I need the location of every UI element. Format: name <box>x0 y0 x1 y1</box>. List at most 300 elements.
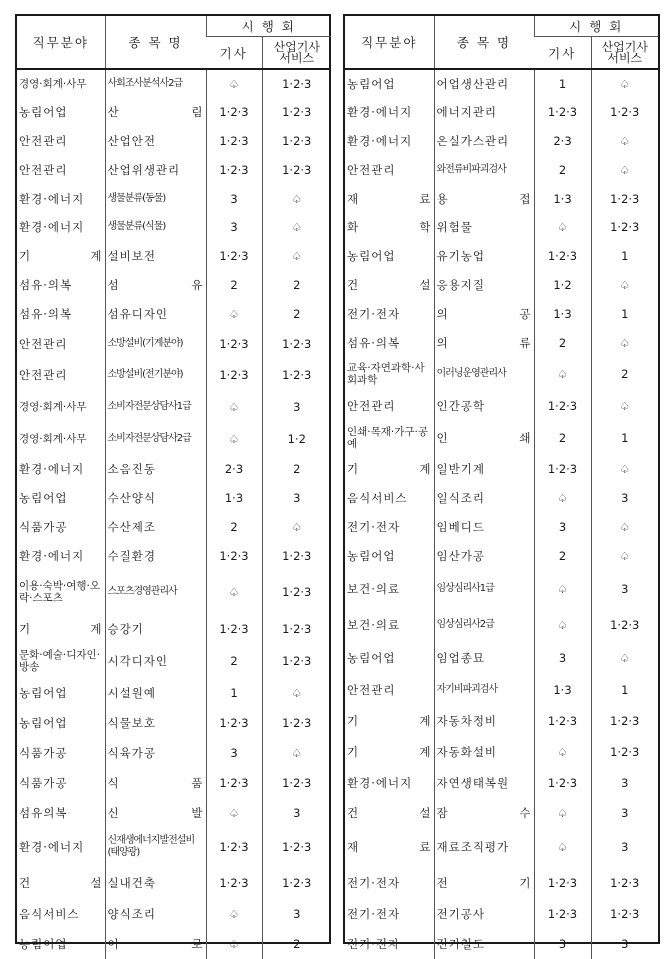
table-row <box>345 767 658 798</box>
field-cell: 안전관리 <box>19 133 68 148</box>
industrial-round-cell: ♤ <box>262 184 331 213</box>
item-name-cell: 소비자전문상담사1급 <box>105 390 206 423</box>
industrial-round-cell: 3 <box>591 767 658 798</box>
field-cell: 경영·회계·사무 <box>19 400 87 413</box>
industrial-round-cell: ♤ <box>591 270 658 299</box>
table-gap <box>331 14 343 944</box>
engineer-round-cell: ♤ <box>534 213 591 241</box>
engineer-round-cell: 1 <box>206 678 262 708</box>
engineer-round-cell: 2 <box>534 328 591 357</box>
field-cell: 인쇄·목재·가구·공예 <box>347 425 429 450</box>
industrial-round-cell: 1·2·3 <box>262 155 331 184</box>
table-row <box>345 512 658 541</box>
industrial-round-cell: 1·2·3 <box>591 184 658 213</box>
industrial-round-cell: 2 <box>262 929 331 959</box>
engineer-round-cell: 1·2·3 <box>206 241 262 270</box>
field-cell: 전기·전자 <box>347 306 401 321</box>
field-cell: 농림어업 <box>347 548 396 563</box>
item-name-cell: 에너지관리 <box>434 98 534 126</box>
table-row <box>345 899 658 929</box>
table-row <box>17 708 331 738</box>
item-name-cell: 설비보전 <box>105 241 206 270</box>
industrial-round-cell: 3 <box>262 483 331 512</box>
item-name-cell: 전기공사 <box>434 899 534 929</box>
engineer-round-cell: 1·2·3 <box>534 241 591 270</box>
industrial-round-cell: 1 <box>591 421 658 454</box>
item-name-cell: 전 기 <box>434 866 534 899</box>
engineer-round-cell: ♤ <box>206 798 262 828</box>
table-body-left <box>17 69 331 959</box>
industrial-round-cell: ♤ <box>591 642 658 674</box>
item-name-cell: 유기농업 <box>434 241 534 270</box>
field-cell: 기 계 <box>19 248 103 263</box>
engineer-round-cell: 3 <box>206 184 262 213</box>
table-row <box>17 213 331 241</box>
industrial-round-cell: ♤ <box>591 512 658 541</box>
item-name-cell: 자연생태복원 <box>434 767 534 798</box>
item-name-cell: 식 품 <box>105 768 206 798</box>
industrial-round-cell: 3 <box>591 483 658 512</box>
table-row <box>345 69 658 98</box>
item-name-cell: 수산제조 <box>105 512 206 541</box>
field-cell: 농림어업 <box>19 105 68 119</box>
industrial-round-cell: ♤ <box>262 241 331 270</box>
field-cell: 안전관리 <box>19 367 68 382</box>
table-row <box>345 421 658 454</box>
industrial-round-cell: 3 <box>262 899 331 929</box>
field-cell: 환경·에너지 <box>19 191 85 206</box>
item-name-cell: 어업생산관리 <box>434 69 534 98</box>
field-cell: 문화·예술·디자인·방송 <box>19 649 101 673</box>
engineer-round-cell: ♤ <box>534 798 591 828</box>
table-row <box>17 483 331 512</box>
field-cell: 안전관리 <box>347 162 396 177</box>
table-row <box>17 390 331 423</box>
header-field: 직무분야 <box>17 16 105 69</box>
field-cell: 섬유·의복 <box>19 277 73 292</box>
item-name-cell: 온실가스관리 <box>434 126 534 155</box>
table-row <box>345 866 658 899</box>
industrial-round-cell: 1 <box>591 674 658 705</box>
header-engineer: 기사 <box>534 37 591 70</box>
engineer-round-cell: 3 <box>534 512 591 541</box>
table-row <box>345 155 658 184</box>
engineer-round-cell: 1·2·3 <box>206 359 262 390</box>
table-row <box>17 614 331 644</box>
engineer-round-cell: ♤ <box>534 357 591 390</box>
industrial-round-cell: 1·2·3 <box>262 541 331 570</box>
item-name-cell: 자기비파괴검사 <box>434 674 534 705</box>
table-row <box>345 241 658 270</box>
field-cell: 농림어업 <box>347 651 396 665</box>
table-row <box>17 678 331 708</box>
industrial-round-cell: 1·2·3 <box>262 570 331 614</box>
exam-schedule-table-right <box>343 14 660 951</box>
engineer-round-cell: ♤ <box>206 570 262 614</box>
item-name-cell: 잠 수 <box>434 798 534 828</box>
field-cell: 이용·숙박·여행·오락·스포츠 <box>19 580 101 604</box>
item-name-cell: 일식조리 <box>434 483 534 512</box>
item-name-cell: 승강기 <box>105 614 206 644</box>
field-cell: 환경·에너지 <box>19 220 85 234</box>
industrial-round-cell: 1·2·3 <box>591 98 658 126</box>
engineer-round-cell: 1·3 <box>206 483 262 512</box>
item-name-cell: 인간공학 <box>434 390 534 421</box>
engineer-round-cell: 1·2·3 <box>534 390 591 421</box>
item-name-cell: 임베디드 <box>434 512 534 541</box>
table-body-right <box>345 69 658 959</box>
table-row <box>17 184 331 213</box>
field-cell: 전기·전자 <box>347 519 401 534</box>
field-cell: 안전관리 <box>347 682 396 697</box>
table-row <box>345 828 658 866</box>
field-cell: 환경·에너지 <box>19 548 85 563</box>
field-cell: 기 계 <box>347 713 432 728</box>
table-row <box>17 828 331 866</box>
engineer-round-cell: 1·2·3 <box>206 328 262 359</box>
field-cell: 보건·의료 <box>347 618 401 632</box>
engineer-round-cell: 1·3 <box>534 184 591 213</box>
industrial-round-cell: ♤ <box>591 390 658 421</box>
field-cell: 재 료 <box>347 840 432 854</box>
industrial-round-cell: 1·2·3 <box>262 359 331 390</box>
table-row <box>17 241 331 270</box>
item-name-cell: 어 로 <box>105 929 206 959</box>
engineer-round-cell: 1·2·3 <box>206 155 262 184</box>
industrial-round-cell: 1·2·3 <box>591 736 658 767</box>
engineer-round-cell: 1·2·3 <box>534 767 591 798</box>
engineer-round-cell: 1·2·3 <box>206 126 262 155</box>
item-name-cell: 산 림 <box>105 98 206 126</box>
table-row <box>345 390 658 421</box>
item-name-cell: 식육가공 <box>105 738 206 768</box>
header-item: 종 목 명 <box>434 16 534 69</box>
item-name-cell: 인 쇄 <box>434 421 534 454</box>
industrial-round-cell: 2 <box>262 270 331 299</box>
table-row <box>345 328 658 357</box>
table-row <box>345 929 658 959</box>
table-row <box>17 929 331 959</box>
item-name-cell: 임업종묘 <box>434 642 534 674</box>
header-exam-round: 시 행 회 <box>534 16 658 37</box>
field-cell: 식품가공 <box>19 519 68 534</box>
industrial-round-cell: 1·2·3 <box>591 213 658 241</box>
engineer-round-cell: ♤ <box>206 929 262 959</box>
industrial-round-cell: 2 <box>262 455 331 483</box>
table-row <box>17 738 331 768</box>
field-cell: 화 학 <box>347 220 432 234</box>
industrial-round-cell: ♤ <box>262 512 331 541</box>
item-name-cell: 자동차정비 <box>434 705 534 736</box>
engineer-round-cell: 1·2·3 <box>206 98 262 126</box>
field-cell: 섬유의복 <box>19 806 68 820</box>
engineer-round-cell: 2 <box>534 155 591 184</box>
industrial-round-cell: ♤ <box>591 454 658 483</box>
field-cell: 음식서비스 <box>19 907 80 921</box>
header-field: 직무분야 <box>345 16 434 69</box>
field-cell: 농림어업 <box>347 77 396 91</box>
field-cell: 환경·에너지 <box>347 775 413 790</box>
item-name-cell: 실내건축 <box>105 866 206 899</box>
industrial-round-cell: 1·2·3 <box>262 98 331 126</box>
item-name-cell: 스포츠경영관리사 <box>105 570 206 614</box>
field-cell: 농림어업 <box>19 937 68 951</box>
field-cell: 농림어업 <box>19 490 68 505</box>
header-item: 종 목 명 <box>105 16 206 69</box>
item-name-cell: 임산가공 <box>434 541 534 570</box>
item-name-cell: 신재생에너지발전설비(태양광) <box>105 828 206 866</box>
item-name-cell: 산업위생관리 <box>105 155 206 184</box>
item-name-cell: 응용지질 <box>434 270 534 299</box>
field-cell: 농림어업 <box>347 248 396 263</box>
item-name-cell: 자동화설비 <box>434 736 534 767</box>
field-cell: 환경·에너지 <box>19 462 85 476</box>
table-row <box>345 184 658 213</box>
engineer-round-cell: 1·2·3 <box>206 541 262 570</box>
engineer-round-cell: 1·3 <box>534 674 591 705</box>
item-name-cell: 소음진동 <box>105 455 206 483</box>
field-cell: 전기·전자 <box>347 907 401 921</box>
field-cell: 안전관리 <box>19 336 68 351</box>
item-name-cell: 섬 유 <box>105 270 206 299</box>
engineer-round-cell: 2 <box>206 512 262 541</box>
industrial-round-cell: 1·2·3 <box>262 69 331 98</box>
industrial-round-cell: 1·2·3 <box>262 126 331 155</box>
industrial-round-cell: 1·2·3 <box>262 328 331 359</box>
table-row <box>345 798 658 828</box>
engineer-round-cell: ♤ <box>206 69 262 98</box>
engineer-round-cell: 1·2·3 <box>534 899 591 929</box>
table-row <box>345 541 658 570</box>
field-cell: 전기·전자 <box>347 875 401 890</box>
table-row <box>17 98 331 126</box>
table-row <box>345 126 658 155</box>
item-name-cell: 재료조직평가 <box>434 828 534 866</box>
engineer-round-cell: 3 <box>534 929 591 959</box>
industrial-round-cell: 1 <box>591 241 658 270</box>
industrial-round-cell: 1·2·3 <box>591 899 658 929</box>
industrial-round-cell: ♤ <box>262 678 331 708</box>
table-row <box>17 328 331 359</box>
table-row <box>345 642 658 674</box>
field-cell: 농림어업 <box>19 686 68 700</box>
field-cell: 교육·자연과학·사회과학 <box>347 361 425 386</box>
item-name-cell: 수산양식 <box>105 483 206 512</box>
engineer-round-cell: 1·2·3 <box>534 705 591 736</box>
table-row <box>345 705 658 736</box>
engineer-round-cell: 2·3 <box>534 126 591 155</box>
item-name-cell: 이러닝운영관리사 <box>434 357 534 390</box>
industrial-round-cell: ♤ <box>591 126 658 155</box>
field-cell: 경영·회계·사무 <box>19 78 87 90</box>
engineer-round-cell: ♤ <box>534 608 591 642</box>
table-row <box>17 155 331 184</box>
engineer-round-cell: 1·2·3 <box>206 708 262 738</box>
engineer-round-cell: ♤ <box>534 483 591 512</box>
industrial-round-cell: 1·2·3 <box>262 768 331 798</box>
item-name-cell: 시각디자인 <box>105 644 206 678</box>
item-name-cell: 의 공 <box>434 299 534 328</box>
field-cell: 식품가공 <box>19 746 68 760</box>
table-row <box>345 454 658 483</box>
engineer-round-cell: ♤ <box>534 736 591 767</box>
table-row <box>17 570 331 614</box>
item-name-cell: 소비자전문상담사2급 <box>105 423 206 455</box>
table-row <box>17 299 331 328</box>
field-cell: 보건·의료 <box>347 582 401 596</box>
field-cell: 환경·에너지 <box>347 105 413 119</box>
table-row <box>17 126 331 155</box>
field-cell: 안전관리 <box>347 398 396 413</box>
item-name-cell: 와전류비파괴검사 <box>434 155 534 184</box>
field-cell: 재 료 <box>347 191 432 206</box>
item-name-cell: 소방설비(기계분야) <box>105 328 206 359</box>
industrial-round-cell: ♤ <box>262 213 331 241</box>
industrial-round-cell: ♤ <box>591 328 658 357</box>
engineer-round-cell: 2·3 <box>206 455 262 483</box>
engineer-round-cell: ♤ <box>534 570 591 608</box>
item-name-cell: 생물분류(식물) <box>105 213 206 241</box>
engineer-round-cell: 1·2·3 <box>206 614 262 644</box>
table-row <box>345 357 658 390</box>
engineer-round-cell: 1·2·3 <box>206 828 262 866</box>
header-industrial: 산업기사 서비스 <box>262 37 331 70</box>
industrial-round-cell: 3 <box>591 798 658 828</box>
item-name-cell: 전기철도 <box>434 929 534 959</box>
item-name-cell: 수질환경 <box>105 541 206 570</box>
industrial-round-cell: 1·2·3 <box>262 828 331 866</box>
engineer-round-cell: 2 <box>206 644 262 678</box>
field-cell: 건 설 <box>347 277 432 292</box>
item-name-cell: 생물분류(동물) <box>105 184 206 213</box>
industrial-round-cell: 1·2·3 <box>591 866 658 899</box>
item-name-cell: 시설원예 <box>105 678 206 708</box>
table-row <box>345 270 658 299</box>
item-name-cell: 양식조리 <box>105 899 206 929</box>
engineer-round-cell: ♤ <box>206 423 262 455</box>
field-cell: 건 설 <box>347 806 432 820</box>
field-cell: 음식서비스 <box>347 490 408 505</box>
field-cell: 환경·에너지 <box>19 840 85 854</box>
item-name-cell: 위험물 <box>434 213 534 241</box>
engineer-round-cell: ♤ <box>206 390 262 423</box>
field-cell: 기 계 <box>19 622 103 636</box>
industrial-round-cell: ♤ <box>591 69 658 98</box>
engineer-round-cell: ♤ <box>534 828 591 866</box>
field-cell: 식품가공 <box>19 776 68 790</box>
exam-schedule-table-left <box>15 14 331 951</box>
item-name-cell: 의 류 <box>434 328 534 357</box>
industrial-round-cell: 3 <box>591 929 658 959</box>
engineer-round-cell: 1 <box>534 69 591 98</box>
engineer-round-cell: 2 <box>206 270 262 299</box>
engineer-round-cell: 1·2·3 <box>534 454 591 483</box>
industrial-round-cell: 1·2·3 <box>591 608 658 642</box>
field-cell: 안전관리 <box>19 162 68 177</box>
table-row <box>345 608 658 642</box>
field-cell: 농림어업 <box>19 716 68 730</box>
field-cell: 환경·에너지 <box>347 133 413 148</box>
item-name-cell: 사회조사분석사2급 <box>105 69 206 98</box>
item-name-cell: 임상심리사2급 <box>434 608 534 642</box>
industrial-round-cell: 1 <box>591 299 658 328</box>
engineer-round-cell: 1·2·3 <box>534 98 591 126</box>
engineer-round-cell: 1·3 <box>534 299 591 328</box>
engineer-round-cell: 3 <box>206 213 262 241</box>
industrial-round-cell: 3 <box>591 570 658 608</box>
industrial-round-cell: 1·2·3 <box>262 708 331 738</box>
item-name-cell: 산업안전 <box>105 126 206 155</box>
table-row <box>17 866 331 899</box>
table-row <box>17 899 331 929</box>
table-row <box>17 798 331 828</box>
field-cell: 기 계 <box>347 744 432 759</box>
item-name-cell: 임상심리사1급 <box>434 570 534 608</box>
engineer-round-cell: ♤ <box>206 299 262 328</box>
table-row <box>17 768 331 798</box>
item-name-cell: 용 접 <box>434 184 534 213</box>
table-row <box>17 541 331 570</box>
header-engineer: 기사 <box>206 37 262 70</box>
engineer-round-cell: 1·2·3 <box>534 866 591 899</box>
header-exam-round: 시 행 회 <box>206 16 331 37</box>
table-row <box>345 483 658 512</box>
engineer-round-cell: 3 <box>206 738 262 768</box>
industrial-round-cell: 1·2·3 <box>262 644 331 678</box>
item-name-cell: 식물보호 <box>105 708 206 738</box>
item-name-cell: 소방설비(전기분야) <box>105 359 206 390</box>
table-row <box>345 570 658 608</box>
table-row <box>345 213 658 241</box>
header-industrial: 산업기사 서비스 <box>591 37 658 70</box>
item-name-cell: 섬유디자인 <box>105 299 206 328</box>
table-row <box>17 423 331 455</box>
engineer-round-cell: 1·2·3 <box>206 768 262 798</box>
industrial-round-cell: ♤ <box>591 541 658 570</box>
engineer-round-cell: 2 <box>534 421 591 454</box>
field-cell: 섬유·의복 <box>19 306 73 321</box>
item-name-cell: 신 발 <box>105 798 206 828</box>
field-cell: 기 계 <box>347 461 432 476</box>
item-name-cell: 일반기계 <box>434 454 534 483</box>
engineer-round-cell: 2 <box>534 541 591 570</box>
field-cell: 섬유·의복 <box>347 335 401 350</box>
industrial-round-cell: 2 <box>591 357 658 390</box>
industrial-round-cell: 3 <box>262 798 331 828</box>
table-row <box>17 455 331 483</box>
table-row <box>17 644 331 678</box>
table-row <box>17 512 331 541</box>
table-row <box>17 69 331 98</box>
industrial-round-cell: 1·2·3 <box>262 614 331 644</box>
engineer-round-cell: 1·2 <box>534 270 591 299</box>
engineer-round-cell: 3 <box>534 642 591 674</box>
industrial-round-cell: 1·2 <box>262 423 331 455</box>
table-row <box>345 674 658 705</box>
engineer-round-cell: ♤ <box>206 899 262 929</box>
field-cell: 건 설 <box>19 875 103 890</box>
table-row <box>345 98 658 126</box>
field-cell: 전기·전자 <box>347 937 401 951</box>
industrial-round-cell: 3 <box>262 390 331 423</box>
industrial-round-cell: 3 <box>591 828 658 866</box>
table-row <box>17 270 331 299</box>
industrial-round-cell: 1·2·3 <box>591 705 658 736</box>
industrial-round-cell: 2 <box>262 299 331 328</box>
table-row <box>345 299 658 328</box>
industrial-round-cell: 1·2·3 <box>262 866 331 899</box>
industrial-round-cell: ♤ <box>591 155 658 184</box>
